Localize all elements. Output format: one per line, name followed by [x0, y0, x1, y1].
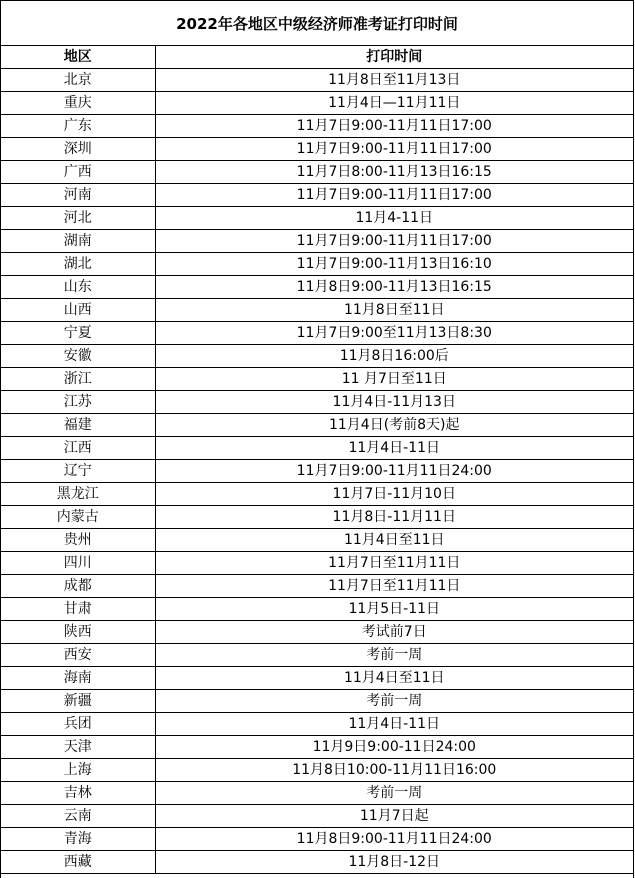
table-row [1, 506, 633, 529]
time-cell: 11月7日9:00-11月11日17:00 [155, 184, 633, 207]
table-title: 2022年各地区中级经济师准考证打印时间 [1, 1, 633, 46]
table-row [1, 690, 633, 713]
region-cell: 青海 [1, 828, 155, 851]
region-cell: 内蒙古 [1, 506, 155, 529]
region-cell: 上海 [1, 759, 155, 782]
region-cell: 广西 [1, 161, 155, 184]
table-row [1, 736, 633, 759]
region-cell: 安徽 [1, 345, 155, 368]
table-row [1, 253, 633, 276]
region-cell: 重庆 [1, 92, 155, 115]
table-row [1, 92, 633, 115]
table-row [1, 552, 633, 575]
region-cell: 湖南 [1, 230, 155, 253]
table-row [1, 161, 633, 184]
time-cell: 11月8日9:00-11月11日24:00 [155, 828, 633, 851]
time-cell: 11月7日9:00-11月13日16:10 [155, 253, 633, 276]
table-row [1, 345, 633, 368]
table-row [1, 460, 633, 483]
time-cell: 11月7日9:00-11月11日17:00 [155, 230, 633, 253]
table-row [1, 529, 633, 552]
table-row [1, 69, 633, 92]
region-cell: 江西 [1, 437, 155, 460]
time-cell: 11月7日9:00-11月11日17:00 [155, 138, 633, 161]
table-row [1, 483, 633, 506]
region-cell: 福建 [1, 414, 155, 437]
time-cell: 11月7日9:00-11月11日17:00 [155, 115, 633, 138]
region-cell: 吉林 [1, 782, 155, 805]
region-cell: 西安 [1, 644, 155, 667]
time-cell: 考前一周 [155, 644, 633, 667]
region-cell: 辽宁 [1, 460, 155, 483]
header-row [1, 46, 633, 69]
time-cell: 11月4日(考前8天)起 [155, 414, 633, 437]
time-cell: 11月7日至11月11日 [155, 575, 633, 598]
region-cell: 山西 [1, 299, 155, 322]
table-row [1, 805, 633, 828]
time-cell: 11月9日9:00-11日24:00 [155, 736, 633, 759]
region-cell: 浙江 [1, 368, 155, 391]
time-cell: 11月8日-12日 [155, 851, 633, 874]
table-row [1, 828, 633, 851]
table-row [1, 575, 633, 598]
time-cell: 11月8日9:00-11月13日16:15 [155, 276, 633, 299]
table-row [1, 713, 633, 736]
time-cell: 11月7日9:00至11月13日8:30 [155, 322, 633, 345]
time-cell: 11月4日-11日 [155, 713, 633, 736]
table-row [1, 368, 633, 391]
region-cell: 兵团 [1, 713, 155, 736]
region-cell: 天津 [1, 736, 155, 759]
region-cell: 西藏 [1, 851, 155, 874]
time-cell: 考试前7日 [155, 621, 633, 644]
time-cell: 11月5日-11日 [155, 598, 633, 621]
region-cell: 成都 [1, 575, 155, 598]
region-cell: 广东 [1, 115, 155, 138]
table-row [1, 138, 633, 161]
time-cell: 11月8日10:00-11月11日16:00 [155, 759, 633, 782]
time-cell: 11月7日9:00-11月11日24:00 [155, 460, 633, 483]
header-region: 地区 [1, 46, 155, 69]
region-cell: 甘肃 [1, 598, 155, 621]
region-cell: 新疆 [1, 690, 155, 713]
region-cell: 河南 [1, 184, 155, 207]
time-cell: 11月7日8:00-11月13日16:15 [155, 161, 633, 184]
time-cell: 11月7日-11月10日 [155, 483, 633, 506]
region-cell: 贵州 [1, 529, 155, 552]
table-row [1, 598, 633, 621]
header-time: 打印时间 [155, 46, 633, 69]
table-row [1, 851, 633, 874]
time-cell: 11月8日-11月11日 [155, 506, 633, 529]
time-cell: 11月8日至11日 [155, 299, 633, 322]
time-cell: 11月4-11日 [155, 207, 633, 230]
table-row [1, 230, 633, 253]
time-cell: 11月7日起 [155, 805, 633, 828]
table-row [1, 207, 633, 230]
time-cell: 11 月7日至11日 [155, 368, 633, 391]
time-cell: 11月4日-11月13日 [155, 391, 633, 414]
region-cell: 湖北 [1, 253, 155, 276]
time-cell: 考前一周 [155, 690, 633, 713]
time-cell: 11月4日至11日 [155, 667, 633, 690]
region-cell: 海南 [1, 667, 155, 690]
time-cell: 11月8日16:00后 [155, 345, 633, 368]
table-row [1, 782, 633, 805]
time-cell: 11月4日-11日 [155, 437, 633, 460]
table-row [1, 621, 633, 644]
region-cell: 宁夏 [1, 322, 155, 345]
time-cell: 11月4日至11日 [155, 529, 633, 552]
schedule-grid [1, 46, 633, 874]
time-cell: 考前一周 [155, 782, 633, 805]
region-cell: 山东 [1, 276, 155, 299]
table-row [1, 414, 633, 437]
time-cell: 11月4日—11月11日 [155, 92, 633, 115]
time-cell: 11月7日至11月11日 [155, 552, 633, 575]
table-row [1, 322, 633, 345]
table-row [1, 759, 633, 782]
table-row [1, 644, 633, 667]
region-cell: 四川 [1, 552, 155, 575]
table-row [1, 276, 633, 299]
region-cell: 陕西 [1, 621, 155, 644]
region-cell: 江苏 [1, 391, 155, 414]
table-row [1, 391, 633, 414]
region-cell: 河北 [1, 207, 155, 230]
time-cell: 11月8日至11月13日 [155, 69, 633, 92]
table-body [1, 69, 633, 874]
table-row [1, 299, 633, 322]
table-row [1, 184, 633, 207]
region-cell: 黑龙江 [1, 483, 155, 506]
table-row [1, 667, 633, 690]
table-row [1, 437, 633, 460]
table-row [1, 115, 633, 138]
region-cell: 云南 [1, 805, 155, 828]
region-cell: 深圳 [1, 138, 155, 161]
region-cell: 北京 [1, 69, 155, 92]
